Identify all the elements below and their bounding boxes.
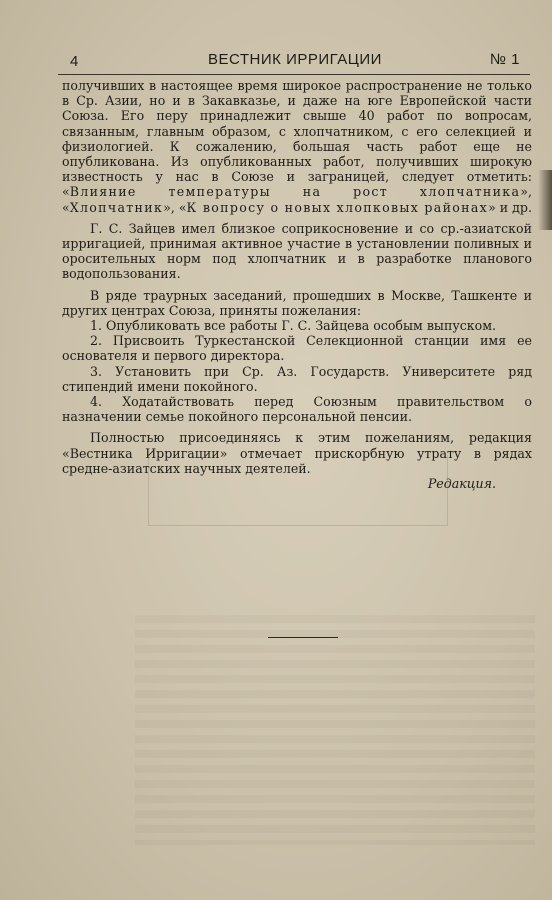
running-header (60, 50, 530, 72)
paragraph-works: получивших в настоящее время широкое распространение не только в Ср. Азии, но и в Закавказье, и даже на юге Европейской части Союза. Его перу принадлежит свыше 40 работ по вопросам, связанным, главным образом, с хлопчатником, с его селекцией и физиологией. К сожалению, большая часть работ еще не опубликована. Из опубликованных работ, получивших широкую известность у нас в Союзе и заграницей, следует отметить: «Влияние температуры на рост хлопчатника», «Хлопчатник», «К вопросу о новых хлопковых районах» и др. (62, 78, 532, 215)
issue-number: № 1 (489, 51, 520, 68)
journal-title: ВЕСТНИК ИРРИГАЦИИ (208, 51, 382, 68)
paragraph-editorial: Полностью присоединяясь к этим пожеланиям, редакция «Вестника Ирригации» отмечает прискорбную утрату в рядах средне-азиатских научных деятелей. (62, 430, 532, 476)
paragraph-irrigation: Г. С. Зайцев имел близкое соприкосновение и со ср.-азиатской ирригацией, принимая активное участие в установлении поливных и оросительных норм под хлопчатник и в разработке планового водопользования. (62, 220, 532, 282)
editorial-signature: Редакция. (427, 476, 496, 492)
section-end-rule (268, 637, 338, 638)
page-number: 4 (70, 53, 79, 70)
paragraph-meetings: В ряде траурных заседаний, прошедших в Москве, Ташкенте и других центрах Союза, приняты пожелания: (62, 287, 532, 318)
wish-item: 4. Ходатайствовать перед Союзным правительством о назначении семье покойного персональной пенсии. (62, 394, 532, 425)
page-edge-shadow (538, 170, 552, 230)
wish-item: 3. Установить при Ср. Аз. Государств. Университете ряд стипендий имени покойного. (62, 363, 532, 394)
article-body (62, 78, 532, 491)
wish-item: 1. Опубликовать все работы Г. С. Зайцева особым выпуском. (90, 318, 497, 334)
header-rule (58, 74, 530, 75)
show-through-text (135, 615, 535, 845)
show-through-frame (148, 455, 448, 526)
wish-item: 2. Присвоить Туркестанской Селекционной станции имя ее основателя и первого директора. (62, 333, 532, 364)
